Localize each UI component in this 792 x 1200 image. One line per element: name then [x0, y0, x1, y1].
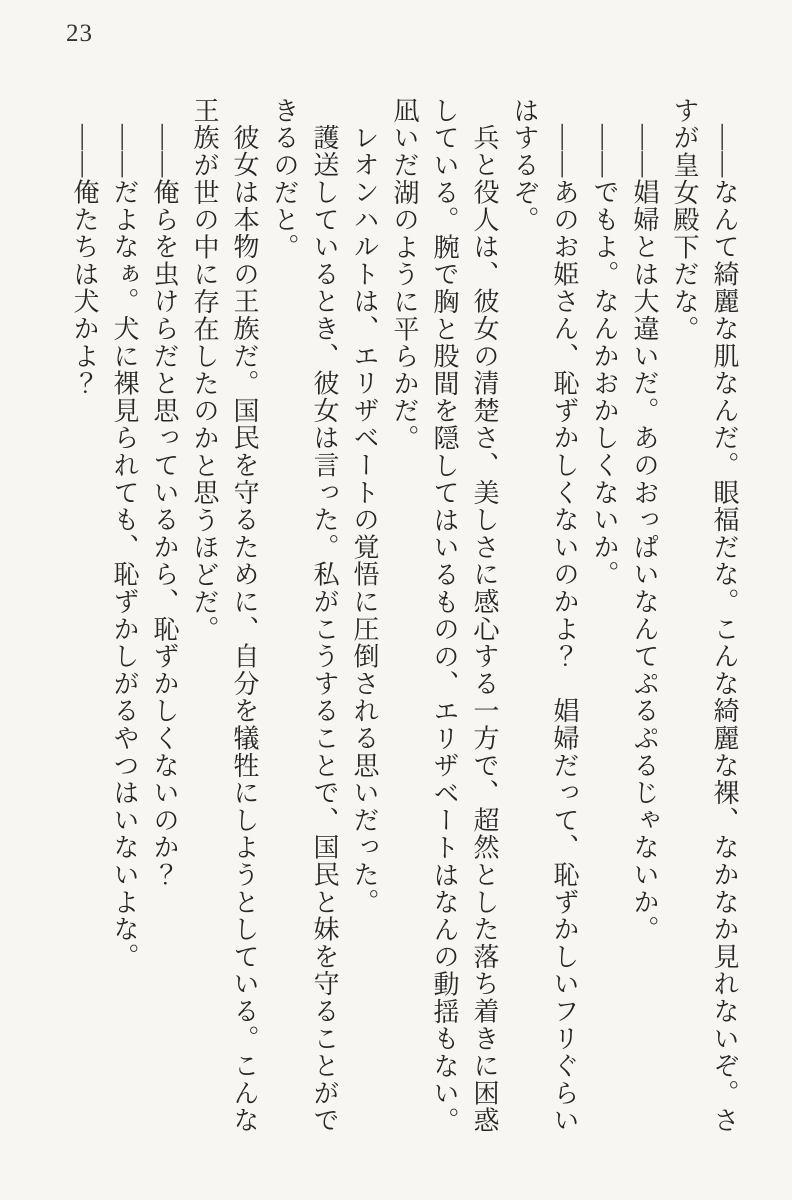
- page-number: 23: [66, 20, 93, 47]
- text-line: ――でもよ。なんかおかしくないか。: [590, 124, 619, 589]
- text-line: している。腕で胸と股間を隠してはいるものの、エリザベートはなんの動揺もない。: [430, 97, 459, 1135]
- text-line: 兵と役人は、彼女の清楚さ、美しさに感心する一方で、超然とした落ち着きに困惑: [470, 124, 499, 1135]
- text-line: ――あのお姫さん、恥ずかしくないのかよ？ 娼婦だって、恥ずかしいフリぐらい: [550, 124, 579, 1135]
- text-line: ――俺らを虫けらだと思っているから、恥ずかしくないのか？: [150, 124, 179, 889]
- text-line: 彼女は本物の王族だ。国民を守るために、自分を犠牲にしようとしている。こんな: [230, 124, 259, 1135]
- text-line: ――娼婦とは大違いだ。あのおっぱいなんてぷるぷるじゃないか。: [630, 124, 659, 943]
- text-line: 護送しているとき、彼女は言った。私がこうすることで、国民と妹を守ることがで: [310, 124, 339, 1135]
- text-block: [64, 97, 744, 1139]
- text-line: レオンハルトは、エリザベートの覚悟に圧倒される思いだった。: [350, 124, 379, 916]
- text-line: 王族が世の中に存在したのかと思うほどだ。: [190, 97, 219, 643]
- text-line: ――俺たちは犬かよ？: [70, 124, 99, 397]
- text-line: きるのだと。: [270, 97, 299, 261]
- text-line: すが皇女殿下だな。: [670, 97, 699, 343]
- text-line: はするぞ。: [510, 97, 539, 234]
- text-line: ――なんて綺麗な肌なんだ。眼福だな。こんな綺麗な裸、なかなか見れないぞ。さ: [710, 124, 739, 1135]
- text-line: 凪いだ湖のように平らかだ。: [390, 97, 419, 452]
- text-line: ――だよなぁ。犬に裸見られても、恥ずかしがるやつはいないよな。: [110, 124, 139, 971]
